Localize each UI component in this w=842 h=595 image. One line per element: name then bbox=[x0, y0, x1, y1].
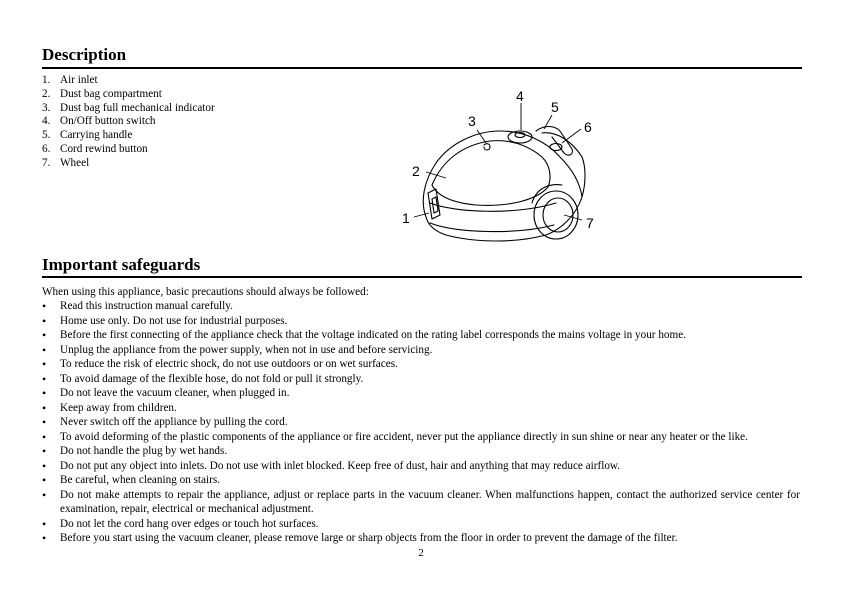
wheel-hub bbox=[543, 198, 573, 232]
vacuum-body bbox=[423, 131, 582, 241]
safeguard-item: • Home use only. Do not use for industrial purposes. bbox=[42, 314, 800, 329]
part-item bbox=[42, 157, 215, 171]
part-label: Carrying handle bbox=[60, 129, 133, 142]
callout-2: 2 bbox=[412, 163, 420, 179]
part-item bbox=[42, 115, 215, 129]
part-label: Air inlet bbox=[60, 74, 98, 86]
safeguards-heading: Important safeguards bbox=[42, 255, 201, 274]
safeguard-item: • Be careful, when cleaning on stairs. bbox=[42, 473, 800, 488]
safeguard-item: • Do not let the cord hang over edges or touch hot surfaces. bbox=[42, 517, 800, 532]
part-item bbox=[42, 129, 215, 143]
safeguard-item: • Unplug the appliance from the power supply, when not in use and before servicing. bbox=[42, 343, 800, 358]
part-item bbox=[42, 102, 215, 116]
parts-list bbox=[42, 74, 215, 171]
part-number: 3. bbox=[42, 101, 51, 114]
vacuum-cleaner-diagram bbox=[396, 85, 610, 245]
safeguard-item: • Do not put any object into inlets. Do not use with inlet blocked. Keep free of dust, hair and anything that may reduce airflow. bbox=[42, 459, 800, 474]
safeguards-divider bbox=[42, 276, 802, 278]
callout-5: 5 bbox=[551, 99, 559, 115]
description-divider bbox=[42, 67, 802, 69]
safeguard-item: • Never switch off the appliance by pulling the cord. bbox=[42, 415, 800, 430]
part-number: 5. bbox=[42, 129, 51, 142]
safeguard-item: • Before the first connecting of the appliance check that the voltage indicated on the rating label corresponds the mains voltage in your home. bbox=[42, 328, 800, 343]
cord-rewind-button bbox=[550, 144, 562, 151]
callout-4: 4 bbox=[516, 88, 524, 104]
dust-bag-lid bbox=[432, 141, 550, 206]
safeguard-item: • Do not leave the vacuum cleaner, when plugged in. bbox=[42, 386, 800, 401]
part-label: Cord rewind button bbox=[60, 142, 148, 155]
part-label: Wheel bbox=[60, 156, 90, 169]
callout-6: 6 bbox=[584, 119, 592, 135]
page-number: 2 bbox=[418, 547, 424, 559]
part-item bbox=[42, 143, 215, 157]
lid-seam bbox=[430, 203, 556, 211]
part-number: 7. bbox=[42, 156, 51, 169]
part-number: 1. bbox=[42, 74, 51, 86]
safeguard-item: • Read this instruction manual carefully. bbox=[42, 299, 800, 314]
bag-full-indicator bbox=[484, 144, 490, 150]
callout-1: 1 bbox=[402, 210, 410, 226]
safeguard-item: • To avoid damage of the flexible hose, do not fold or pull it strongly. bbox=[42, 372, 800, 387]
safeguard-item: • Keep away from children. bbox=[42, 401, 800, 416]
description-heading: Description bbox=[42, 45, 127, 64]
part-label: Dust bag full mechanical indicator bbox=[60, 101, 215, 114]
callout-3: 3 bbox=[468, 113, 476, 129]
safeguard-item: • Do not make attempts to repair the appliance, adjust or replace parts in the vacuum cleaner. When malfunctions happen, contact the authorized service center for examination, repair, electrical or mechanical adjustment. bbox=[42, 488, 800, 517]
part-label: Dust bag compartment bbox=[60, 87, 162, 100]
callout-7: 7 bbox=[586, 215, 594, 231]
safeguards-intro: When using this appliance, basic precautions should always be followed: bbox=[42, 286, 369, 298]
safeguards-list bbox=[42, 299, 800, 546]
part-number: 6. bbox=[42, 142, 51, 155]
part-label: On/Off button switch bbox=[60, 115, 156, 128]
safeguard-item: • To avoid deforming of the plastic components of the appliance or fire accident, never put the appliance directly in sun shine or near any heater or the like. bbox=[42, 430, 800, 445]
leader-line-3 bbox=[477, 130, 486, 143]
leader-line-6 bbox=[562, 129, 581, 143]
part-number: 4. bbox=[42, 115, 51, 128]
part-number: 2. bbox=[42, 87, 51, 100]
part-item bbox=[42, 74, 215, 88]
safeguard-item: • Before you start using the vacuum cleaner, please remove large or sharp objects from the floor in order to prevent the damage of the filter. bbox=[42, 531, 800, 546]
safeguard-item: • To reduce the risk of electric shock, do not use outdoors or on wet surfaces. bbox=[42, 357, 800, 372]
part-item bbox=[42, 88, 215, 102]
leader-line-1 bbox=[414, 213, 429, 217]
safeguard-item: • Do not handle the plug by wet hands. bbox=[42, 444, 800, 459]
